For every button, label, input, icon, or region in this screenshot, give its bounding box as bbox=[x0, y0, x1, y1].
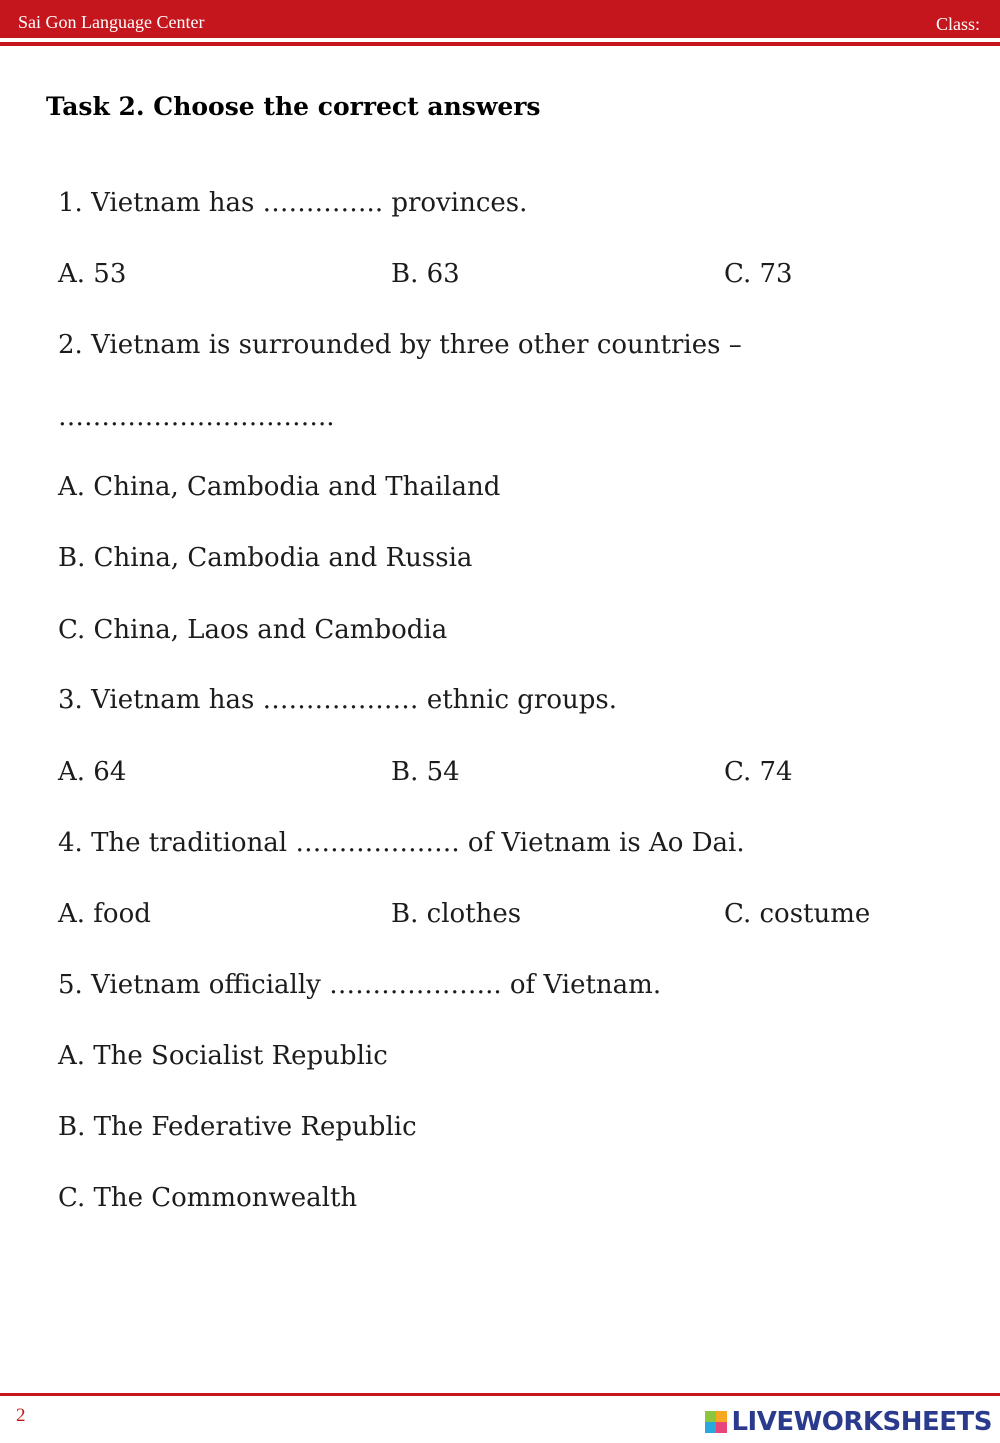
task-title: Task 2. Choose the correct answers bbox=[46, 92, 541, 121]
question-3-text: 3. Vietnam has ……………… ethnic groups. bbox=[58, 685, 618, 715]
question-1-option-c[interactable]: C. 73 bbox=[724, 259, 793, 289]
question-4-option-c[interactable]: C. costume bbox=[724, 899, 871, 929]
question-3-option-a[interactable]: A. 64 bbox=[58, 757, 127, 787]
class-label: Class: bbox=[935, 14, 980, 34]
question-1-option-a[interactable]: A. 53 bbox=[58, 259, 127, 289]
question-3-option-b[interactable]: B. 54 bbox=[391, 757, 460, 787]
question-2-option-b[interactable]: B. China, Cambodia and Russia bbox=[58, 543, 473, 573]
question-5-option-a[interactable]: A. The Socialist Republic bbox=[58, 1041, 388, 1071]
question-2-text: 2. Vietnam is surrounded by three other countries – bbox=[58, 330, 742, 360]
question-4-text: 4. The traditional ………………. of Vietnam is Ao Dai. bbox=[58, 828, 745, 858]
header-divider bbox=[0, 42, 1000, 46]
center-name: Sai Gon Language Center bbox=[18, 12, 205, 32]
question-2-blank: ………………………….. bbox=[58, 402, 335, 432]
footer-divider bbox=[0, 1393, 1000, 1396]
question-4-option-b[interactable]: B. clothes bbox=[391, 899, 522, 929]
question-1-option-b[interactable]: B. 63 bbox=[391, 259, 460, 289]
question-2-option-a[interactable]: A. China, Cambodia and Thailand bbox=[58, 472, 501, 502]
question-3-option-c[interactable]: C. 74 bbox=[724, 757, 793, 787]
question-5-text: 5. Vietnam officially ……………….. of Vietnam. bbox=[58, 970, 662, 1000]
question-1-text: 1. Vietnam has ………….. provinces. bbox=[58, 188, 528, 218]
page-number: 2 bbox=[16, 1405, 26, 1426]
question-2-option-c[interactable]: C. China, Laos and Cambodia bbox=[58, 615, 448, 645]
liveworksheets-brand-text: LIVEWORKSHEETS bbox=[731, 1407, 992, 1437]
liveworksheets-grid-icon bbox=[705, 1411, 727, 1433]
question-4-option-a[interactable]: A. food bbox=[58, 899, 151, 929]
question-5-option-c[interactable]: C. The Commonwealth bbox=[58, 1183, 358, 1213]
question-5-option-b[interactable]: B. The Federative Republic bbox=[58, 1112, 417, 1142]
liveworksheets-logo[interactable] bbox=[705, 1405, 992, 1439]
